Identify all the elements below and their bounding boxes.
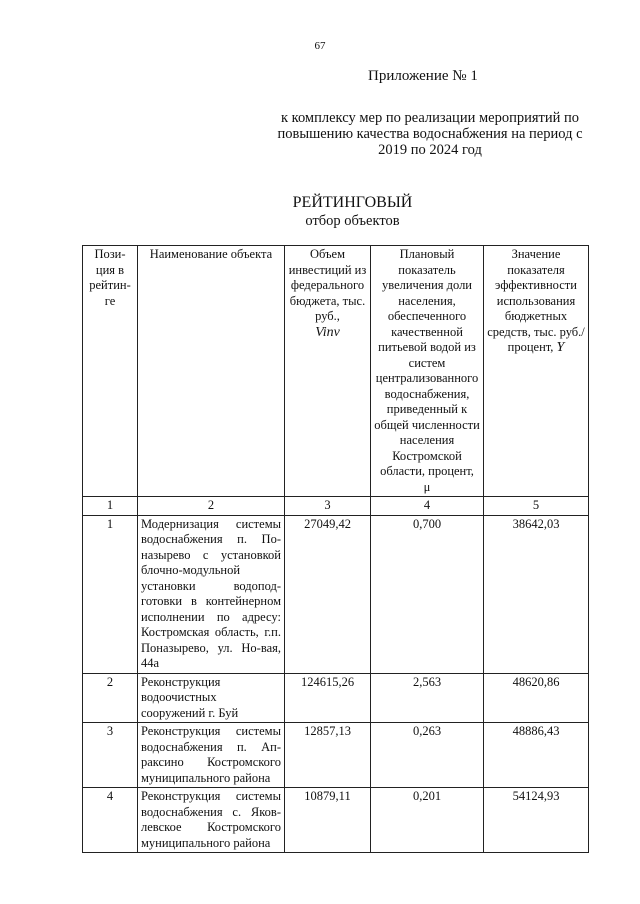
table-row [83, 515, 589, 673]
row-object-name: Модернизация системы водоснабжения п. По-назырево с установкой блочно-модульной установки водопод-готовки в контейнерном исполнении по адресу: Костромская область, г.п. Поназырево, ул. Но-вая, 44а [138, 515, 285, 673]
header-investment: Объем инвестиций из федерального бюджета, тыс. руб., Vinv [285, 246, 371, 497]
document-subtitle: отбор объектов [305, 213, 400, 229]
header-object-name: Наименование объекта [138, 246, 285, 497]
column-number: 3 [285, 497, 371, 516]
column-number: 5 [484, 497, 589, 516]
row-investment: 12857,13 [285, 723, 371, 788]
rating-table [82, 245, 589, 853]
row-increase: 0,263 [371, 723, 484, 788]
document-title: РЕЙТИНГОВЫЙ [292, 194, 413, 211]
row-increase: 0,700 [371, 515, 484, 673]
page-number: 67 [314, 40, 326, 52]
row-position: 2 [83, 673, 138, 723]
appendix-intro: к комплексу мер по реализации мероприятий по повышению качества водоснабжения на период с 2019 по 2024 год [277, 110, 583, 158]
row-investment: 10879,11 [285, 788, 371, 853]
header-increase: Плановый показатель увеличения доли населения, обеспеченного качественной питьевой водой из систем централизованного водоснабжения, приведенный к общей численности населения Костромской области, процент, μ [371, 246, 484, 497]
table-row [83, 788, 589, 853]
row-position: 4 [83, 788, 138, 853]
row-efficiency: 48886,43 [484, 723, 589, 788]
table-row [83, 673, 589, 723]
header-position: Пози-ция в рейтин-ге [83, 246, 138, 497]
header-efficiency: Значение показателя эффективности использования бюджетных средств, тыс. руб./процент, Y [484, 246, 589, 497]
row-object-name: Реконструкция системы водоснабжения п. Ап-раксино Костромского муниципального района [138, 723, 285, 788]
row-efficiency: 54124,93 [484, 788, 589, 853]
column-number: 1 [83, 497, 138, 516]
table-header-row [83, 246, 589, 497]
row-efficiency: 38642,03 [484, 515, 589, 673]
table-row [83, 723, 589, 788]
row-position: 1 [83, 515, 138, 673]
symbol-mu: μ [423, 479, 431, 494]
appendix-heading: Приложение № 1 [368, 68, 478, 84]
row-investment: 124615,26 [285, 673, 371, 723]
column-number-row [83, 497, 589, 516]
column-number: 2 [138, 497, 285, 516]
row-increase: 2,563 [371, 673, 484, 723]
row-efficiency: 48620,86 [484, 673, 589, 723]
row-investment: 27049,42 [285, 515, 371, 673]
symbol-vinv: Vinv [315, 324, 340, 340]
row-object-name: Реконструкция водоочистных сооружений г. Буй [138, 673, 285, 723]
symbol-y: Y [556, 340, 565, 355]
row-increase: 0,201 [371, 788, 484, 853]
row-position: 3 [83, 723, 138, 788]
row-object-name: Реконструкция системы водоснабжения с. Яков-левское Костромского муниципального района [138, 788, 285, 853]
column-number: 4 [371, 497, 484, 516]
